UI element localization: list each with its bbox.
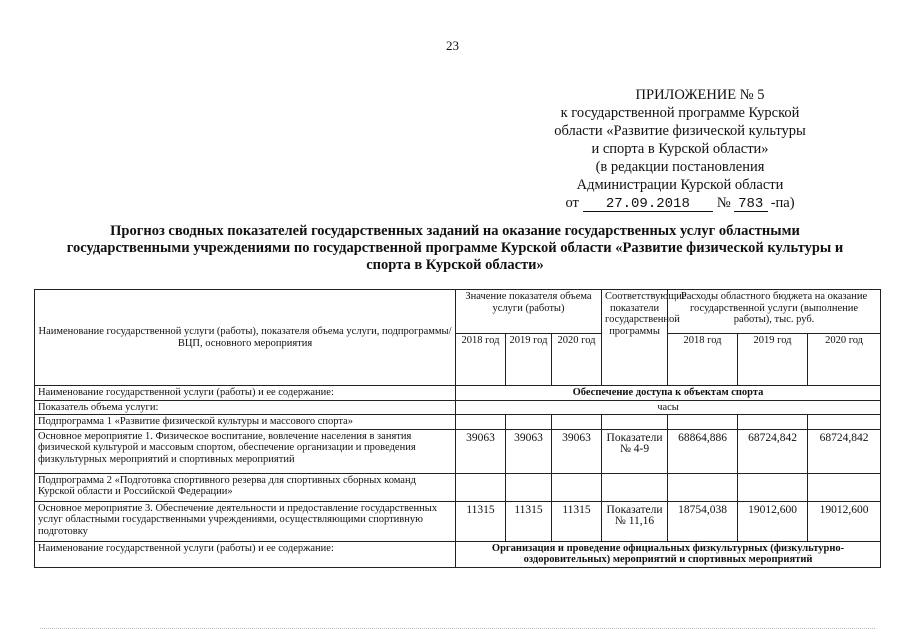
measure-3-matching: Показатели № 11,16	[602, 501, 668, 541]
appendix-line: области «Развитие физической культуры	[554, 123, 806, 139]
header-year: 2018 год	[668, 334, 738, 386]
table-row	[35, 501, 881, 541]
appendix-title: ПРИЛОЖЕНИЕ № 5	[635, 87, 765, 103]
resolution-date: 27.09.2018	[583, 197, 713, 212]
page-number: 23	[446, 38, 459, 53]
table-row	[35, 400, 881, 415]
measure-1-value-2020: 39063	[552, 429, 602, 473]
measure-1-expense-2019: 68724,842	[738, 429, 808, 473]
header-year: 2019 год	[738, 334, 808, 386]
table-row	[35, 429, 881, 473]
measure-3-expense-2019: 19012,600	[738, 501, 808, 541]
appendix-line: (в редакции постановления	[595, 159, 765, 175]
measure-1-expense-2020: 68724,842	[808, 429, 881, 473]
header-indicator-value: Значение показателя объема услуги (работы)	[456, 290, 602, 334]
measure-3-value-2018: 11315	[456, 501, 506, 541]
header-year: 2019 год	[506, 334, 552, 386]
measure-1-value-2018: 39063	[456, 429, 506, 473]
service-label: Наименование государственной услуги (работы) и ее содержание:	[35, 541, 456, 567]
table-row	[35, 473, 881, 501]
table-row	[35, 541, 881, 567]
measure-3-value-2020: 11315	[552, 501, 602, 541]
subprogram-1: Подпрограмма 1 «Развитие физической культуры и массового спорта»	[35, 415, 456, 430]
volume-label: Показатель объема услуги:	[35, 400, 456, 415]
subprogram-2: Подпрограмма 2 «Подготовка спортивного резерва для спортивных сборных команд Курской области и Российской Федерации»	[35, 473, 456, 501]
indicators-table	[34, 289, 881, 568]
from-label: от	[565, 195, 579, 211]
header-expenses: Расходы областного бюджета на оказание государственной услуги (выполнение работы), тыс. руб.	[668, 290, 881, 334]
measure-1-name: Основное мероприятие 1. Физическое воспитание, вовлечение населения в занятия физической культурой и массовым спортом, обеспечение организации и проведения физкультурных мероприятий и спортивных мероприятий	[35, 429, 456, 473]
appendix-line: Администрации Курской области	[576, 177, 784, 193]
service-label: Наименование государственной услуги (работы) и ее содержание:	[35, 386, 456, 401]
header-year: 2020 год	[552, 334, 602, 386]
measure-1-expense-2018: 68864,886	[668, 429, 738, 473]
measure-3-value-2019: 11315	[506, 501, 552, 541]
table-row	[35, 386, 881, 401]
appendix-line: и спорта в Курской области»	[591, 141, 769, 157]
appendix-line: к государственной программе Курской	[560, 105, 800, 121]
service-value: Организация и проведение официальных физкультурных (физкультурно-оздоровительных) мероприятий и спортивных мероприятий	[456, 541, 881, 567]
header-name: Наименование государственной услуги (работы), показателя объема услуги, подпрограммы/ВЦП, основного мероприятия	[35, 290, 456, 386]
measure-1-matching: Показатели № 4-9	[602, 429, 668, 473]
measure-1-value-2019: 39063	[506, 429, 552, 473]
table-row	[35, 415, 881, 430]
measure-3-name: Основное мероприятие 3. Обеспечение деятельности и предоставление государственных услуг областными государственными учреждениями, осуществляющими спортивную подготовку	[35, 501, 456, 541]
service-value: Обеспечение доступа к объектам спорта	[456, 386, 881, 401]
document-heading: Прогноз сводных показателей государственных заданий на оказание государственных услуг областными государственными учреждениями по государственной программе Курской области «Развитие физической культуры и спорта в Курской области»	[66, 223, 844, 273]
resolution-number: 783	[734, 197, 768, 212]
header-year: 2020 год	[808, 334, 881, 386]
measure-3-expense-2020: 19012,600	[808, 501, 881, 541]
appendix-block	[530, 86, 830, 212]
header-year: 2018 год	[456, 334, 506, 386]
number-suffix: -па)	[770, 195, 795, 211]
number-label: №	[716, 195, 731, 211]
appendix-date-line	[530, 194, 830, 212]
volume-value: часы	[456, 400, 881, 415]
page-bottom-edge	[40, 628, 875, 629]
header-matching: Соответствующие показатели государственной программы	[602, 290, 668, 386]
measure-3-expense-2018: 18754,038	[668, 501, 738, 541]
